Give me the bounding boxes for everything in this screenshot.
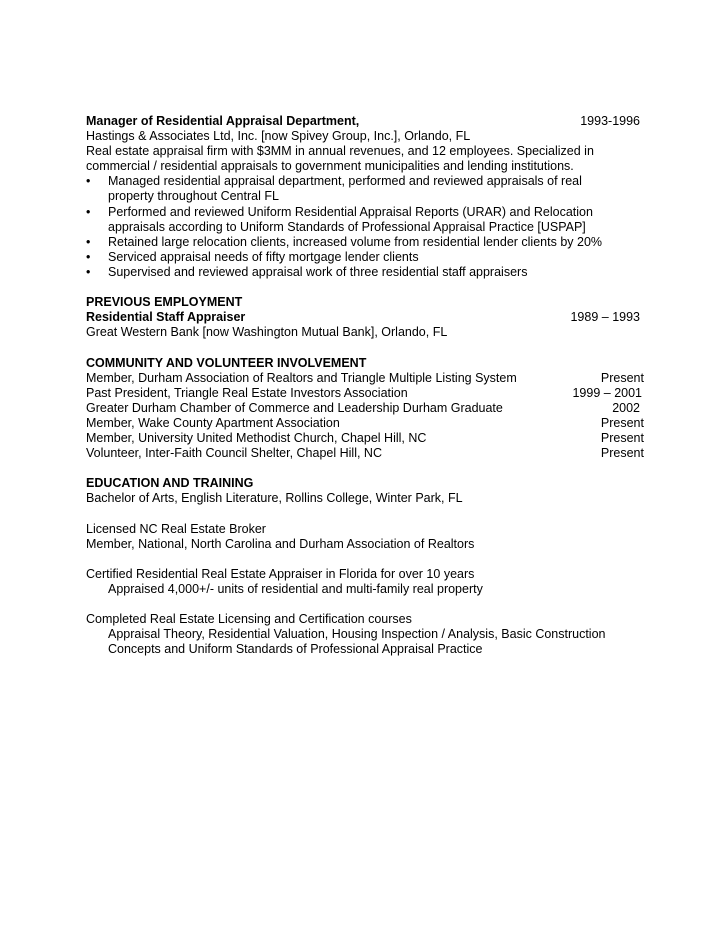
- education-courses-heading: Completed Real Estate Licensing and Certification courses: [86, 612, 412, 627]
- community-item: [86, 371, 644, 386]
- community-item: [86, 446, 644, 461]
- bullet-text: Performed and reviewed Uniform Residential Appraisal Reports (URAR) and Relocation: [108, 204, 593, 219]
- section-heading-previous: PREVIOUS EMPLOYMENT: [86, 295, 243, 310]
- community-item: [86, 401, 644, 416]
- community-item-date: Present: [600, 430, 644, 445]
- bullet-icon: •: [86, 174, 91, 189]
- bullet-icon: •: [86, 204, 91, 219]
- education-degree: Bachelor of Arts, English Literature, Rollins College, Winter Park, FL: [86, 491, 463, 506]
- community-item-date: Present: [600, 370, 644, 385]
- bullet-continuation: property throughout Central FL: [108, 189, 279, 204]
- job-description-line: Real estate appraisal firm with $3MM in annual revenues, and 12 employees. Specialized in: [86, 144, 594, 159]
- education-courses-line: Appraisal Theory, Residential Valuation, Housing Inspection / Analysis, Basic Construction: [108, 627, 606, 642]
- job-title: Manager of Residential Appraisal Department,: [86, 114, 360, 128]
- education-appraised: Appraised 4,000+/- units of residential and multi-family real property: [108, 581, 483, 596]
- bullet-text: Supervised and reviewed appraisal work of three residential staff appraisers: [108, 264, 528, 279]
- section-heading-education: EDUCATION AND TRAINING: [86, 476, 254, 491]
- bullet-icon: •: [86, 234, 91, 249]
- education-courses-line: Concepts and Uniform Standards of Professional Appraisal Practice: [108, 642, 483, 657]
- education-certified: Certified Residential Real Estate Appraiser in Florida for over 10 years: [86, 566, 475, 581]
- bullet-icon: •: [86, 249, 91, 264]
- bullet-item: [86, 235, 644, 250]
- community-item-text: Member, Wake County Apartment Association: [86, 415, 340, 430]
- previous-job-title: Residential Staff Appraiser: [86, 310, 246, 325]
- bullet-item: [86, 174, 644, 189]
- community-item-date: 1999 – 2001: [572, 385, 642, 400]
- bullet-item: [86, 250, 644, 265]
- community-item: [86, 386, 644, 401]
- bullet-item: [86, 205, 644, 220]
- community-item-text: Volunteer, Inter-Faith Council Shelter, Chapel Hill, NC: [86, 446, 382, 461]
- community-item: [86, 416, 644, 431]
- community-item-text: Greater Durham Chamber of Commerce and Leadership Durham Graduate: [86, 400, 503, 415]
- job-description-line: commercial / residential appraisals to government municipalities and lending institutions.: [86, 159, 574, 174]
- bullet-item: [86, 265, 644, 280]
- section-heading-community: COMMUNITY AND VOLUNTEER INVOLVEMENT: [86, 355, 367, 370]
- bullet-text: Serviced appraisal needs of fifty mortgage lender clients: [108, 249, 419, 264]
- bullet-text: Retained large relocation clients, increased volume from residential lender clients by 20%: [108, 234, 603, 249]
- community-item-date: 2002: [612, 400, 640, 415]
- community-item-text: Member, University United Methodist Church, Chapel Hill, NC: [86, 430, 427, 445]
- bullet-icon: •: [86, 264, 91, 279]
- job-company: Hastings & Associates Ltd, Inc. [now Spivey Group, Inc.], Orlando, FL: [86, 129, 471, 144]
- community-item: [86, 431, 644, 446]
- job-dates: 1993-1996: [580, 114, 640, 128]
- education-license: Licensed NC Real Estate Broker: [86, 521, 266, 536]
- bullet-text: Managed residential appraisal department, performed and reviewed appraisals of real: [108, 174, 582, 189]
- previous-job-dates: 1989 – 1993: [570, 310, 640, 325]
- community-item-text: Past President, Triangle Real Estate Investors Association: [86, 385, 408, 400]
- previous-job-header: [86, 310, 644, 325]
- resume-page: [86, 114, 644, 657]
- community-item-date: Present: [600, 446, 644, 461]
- previous-job-company: Great Western Bank [now Washington Mutual Bank], Orlando, FL: [86, 325, 448, 340]
- job-header: [86, 114, 644, 129]
- community-item-text: Member, Durham Association of Realtors and Triangle Multiple Listing System: [86, 370, 517, 385]
- community-item-date: Present: [600, 415, 644, 430]
- bullet-continuation: appraisals according to Uniform Standards of Professional Appraisal Practice [USPAP]: [108, 219, 586, 234]
- education-membership: Member, National, North Carolina and Durham Association of Realtors: [86, 536, 475, 551]
